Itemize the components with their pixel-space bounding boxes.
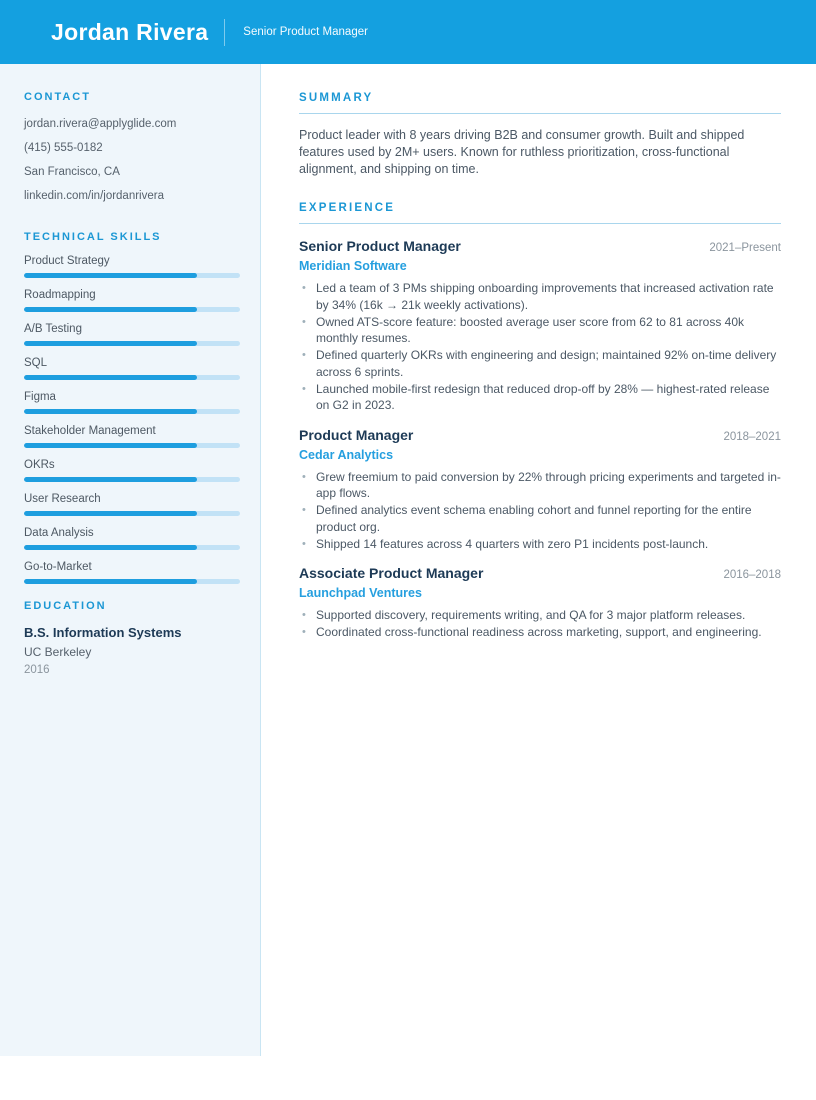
job-bullet: • Grew freemium to paid conversion by 22% through pricing experiments and targeted in-app flows. — [299, 469, 781, 502]
experience-heading: EXPERIENCE — [299, 202, 781, 224]
skill-label: Go-to-Market — [24, 560, 92, 573]
contact-item: jordan.rivera@applyglide.com — [24, 118, 177, 130]
job-company: Cedar Analytics — [299, 447, 394, 462]
contact-list — [24, 116, 240, 205]
job-bullet-list — [299, 607, 781, 641]
skill-label: Data Analysis — [24, 526, 94, 539]
education-heading: EDUCATION — [24, 599, 107, 612]
job-list — [299, 238, 781, 641]
job-dates: 2016–2018 — [723, 569, 781, 581]
contact-item: San Francisco, CA — [24, 166, 120, 178]
skill-label: A/B Testing — [24, 322, 82, 335]
skill-bar-fill — [24, 375, 197, 380]
skill-bar-track — [24, 579, 240, 584]
contact-heading: CONTACT — [24, 91, 91, 103]
job-bullet: • Shipped 14 features across 4 quarters with zero P1 incidents post-launch. — [299, 536, 781, 553]
skill-bar-fill — [24, 409, 197, 414]
job-dates: 2021–Present — [709, 242, 781, 254]
skill-label: Figma — [24, 390, 56, 403]
skill-bar-fill — [24, 273, 197, 278]
header-divider — [224, 19, 225, 46]
summary-text: Product leader with 8 years driving B2B and consumer growth. Built and shipped features used by 2M+ users. Known for ruthless prioritization, cross-functional alignment, and shipping on time. — [299, 128, 745, 176]
candidate-role: Senior Product Manager — [243, 26, 368, 38]
contact-item: linkedin.com/in/jordanrivera — [24, 190, 164, 202]
candidate-name: Jordan Rivera — [51, 18, 209, 45]
skill-bar-track — [24, 273, 240, 278]
skill-bar-fill — [24, 341, 197, 346]
skill-item — [24, 357, 240, 380]
job-dates: 2018–2021 — [723, 430, 781, 443]
job-bullet: • Led a team of 3 PMs shipping onboarding improvements that increased activation rate by 34% (16k → 21k weekly activations). — [299, 280, 781, 313]
sidebar — [0, 64, 261, 1056]
skill-label: SQL — [24, 356, 48, 369]
job-bullet: • Defined analytics event schema enabling cohort and funnel reporting for the entire product org. — [299, 502, 781, 535]
skill-bar-fill — [24, 511, 197, 516]
skill-label: Roadmapping — [24, 288, 96, 301]
skill-list — [24, 255, 240, 584]
skill-item — [24, 459, 240, 482]
skill-bar-track — [24, 409, 240, 414]
job-company: Launchpad Ventures — [299, 586, 422, 600]
skill-bar-fill — [24, 307, 197, 312]
job-header-row — [299, 427, 781, 443]
skill-bar-track — [24, 545, 240, 550]
job-entry — [299, 238, 781, 414]
job-entry — [299, 427, 781, 553]
skill-bar-track — [24, 511, 240, 516]
skill-item — [24, 425, 240, 448]
experience-section — [299, 202, 781, 641]
skill-label: User Research — [24, 492, 101, 505]
skill-item — [24, 289, 240, 312]
skill-label: Product Strategy — [24, 254, 110, 267]
skill-item — [24, 493, 240, 516]
job-bullet: • Coordinated cross-functional readiness across marketing, support, and engineering. — [299, 624, 781, 641]
job-company: Meridian Software — [299, 259, 407, 273]
skill-bar-fill — [24, 477, 197, 482]
main-column — [261, 64, 816, 1056]
skill-bar-track — [24, 477, 240, 482]
education-year: 2016 — [24, 663, 50, 676]
skills-heading: TECHNICAL SKILLS — [24, 230, 162, 243]
job-bullet: • Supported discovery, requirements writing, and QA for 3 major platform releases. — [299, 607, 781, 624]
job-bullet: • Defined quarterly OKRs with engineering and design; maintained 92% on-time delivery across 6 sprints. — [299, 347, 781, 380]
skill-bar-fill — [24, 579, 197, 584]
skills-section — [24, 231, 240, 584]
job-title: Product Manager — [299, 426, 414, 443]
skill-bar-track — [24, 341, 240, 346]
job-title: Associate Product Manager — [299, 565, 484, 581]
contact-section — [24, 91, 240, 205]
job-header-row — [299, 565, 781, 581]
skill-item — [24, 323, 240, 346]
education-section — [24, 600, 240, 676]
content-columns — [0, 64, 816, 1056]
skill-bar-fill — [24, 443, 197, 448]
job-title: Senior Product Manager — [299, 238, 461, 254]
summary-section — [299, 92, 781, 178]
contact-item: (415) 555-0182 — [24, 142, 103, 154]
skill-item — [24, 527, 240, 550]
job-bullet: • Launched mobile-first redesign that reduced drop-off by 28% — highest-rated release on G2 in 2023. — [299, 381, 781, 414]
job-bullet-list — [299, 469, 781, 553]
skill-item — [24, 391, 240, 414]
job-bullet: • Owned ATS-score feature: boosted average user score from 62 to 81 across 40k monthly resumes. — [299, 314, 781, 347]
education-school: UC Berkeley — [24, 644, 92, 659]
skill-item — [24, 561, 240, 584]
job-entry — [299, 565, 781, 641]
skill-label: OKRs — [24, 458, 55, 471]
skill-bar-fill — [24, 545, 197, 550]
job-header-row — [299, 238, 781, 254]
page-header — [0, 0, 816, 64]
summary-heading: SUMMARY — [299, 92, 781, 114]
education-degree: B.S. Information Systems — [24, 624, 182, 640]
skill-item — [24, 255, 240, 278]
skill-bar-track — [24, 307, 240, 312]
skill-bar-track — [24, 375, 240, 380]
job-bullet-list — [299, 280, 781, 414]
skill-bar-track — [24, 443, 240, 448]
skill-label: Stakeholder Management — [24, 424, 156, 437]
